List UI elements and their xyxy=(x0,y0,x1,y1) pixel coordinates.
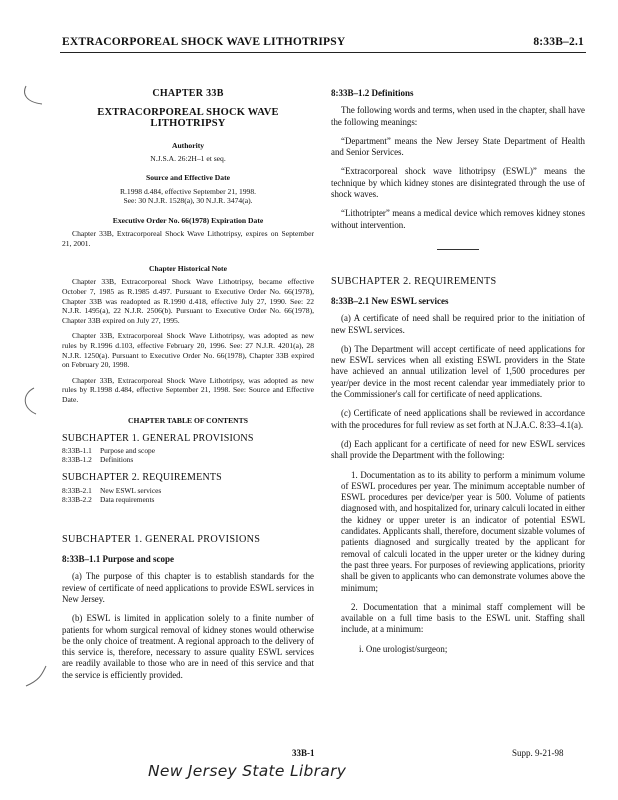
section-divider xyxy=(437,249,479,250)
historical-note-heading: Chapter Historical Note xyxy=(149,264,227,274)
section-2-1-d: (d) Each applicant for a certificate of need for new ESWL services shall provide the Department with the following: xyxy=(331,438,585,461)
toc-item: 8:33B-2.2 Data requirements xyxy=(62,494,155,504)
section-2-1-d-1: 1. Documentation as to its ability to perform a minimum volume of ESWL procedures per year. The minimum acceptable number of ESWL procedures per device/per year is 500. Volume of patients diagnosed with, and hospitalized for, urinary calculi located in either the kidney or upper ureter is an indicator of potential ESWL candidates. Applicants shall, therefore, document sizable volumes of patients diagnosed and surgically treated by the applicant for removal of calculi located in the upper ureter or the kidney during the past three years. For purposes of reviewing applications, priority shall be given to applicants who can demonstrate volumes above the minimum; xyxy=(341,469,585,593)
toc-item: 8:33B-2.1 New ESWL services xyxy=(62,485,162,495)
right-column xyxy=(331,88,585,655)
header-rule xyxy=(60,52,586,53)
historical-note-3: Chapter 33B, Extracorporeal Shock Wave Lithotripsy, was adopted as new rules by R.1998 d.484, effective September 21, 1998. See: Source and Effective Date. xyxy=(62,375,314,404)
supplement-date: Supp. 9-21-98 xyxy=(512,748,564,758)
source-line-1: R.1998 d.484, effective September 21, 1998. xyxy=(119,186,257,196)
toc-subchapter-2: SUBCHAPTER 2. REQUIREMENTS xyxy=(62,472,222,484)
page-number: 33B-1 xyxy=(292,748,315,758)
toc-item: 8:33B-1.1 Purpose and scope xyxy=(62,445,156,455)
source-line-2: See: 30 N.J.R. 1528(a), 30 N.J.R. 3474(a). xyxy=(123,196,253,206)
toc-subchapter-1: SUBCHAPTER 1. GENERAL PROVISIONS xyxy=(62,432,254,444)
section-2-1-b: (b) The Department will accept certificate of need applications for new ESWL services when all existing ESWL providers in the State have achieved an annual utilization level of 1,500 procedures per year/per device in the most recent calendar year immediately prior to the Commissioner's call for certificate of need applications. xyxy=(331,343,585,400)
definition-eswl: “Extracorporeal shock wave lithotripsy (ESWL)” means the technique by which kidney stones are disintegrated through the use of shock waves. xyxy=(331,166,585,199)
source-heading: Source and Effective Date xyxy=(145,173,230,183)
section-1-2-heading: 8:33B–1.2 Definitions xyxy=(331,88,414,98)
section-1-1-b: (b) ESWL is limited in application solely to a finite number of patients for whom surgical removal of kidney stones would otherwise be the only choice of treatment. A regional approach to the delivery of this service is, therefore, necessary to assure quality ESWL services are readily available to those who are in need of this service and that the service is efficiently provided. xyxy=(62,613,314,680)
definition-lithotripter: “Lithotripter” means a medical device which removes kidney stones without intervention. xyxy=(331,208,585,230)
section-1-1-a: (a) The purpose of this chapter is to establish standards for the review of certificate of need applications to provide ESWL services in New Jersey. xyxy=(62,571,314,604)
left-column xyxy=(62,88,314,689)
authority-heading: Authority xyxy=(171,140,205,150)
chapter-name: EXTRACORPOREAL SHOCK WAVE LITHOTRIPSY xyxy=(97,107,279,130)
authority-text: N.J.S.A. 26:2H–1 et seq. xyxy=(150,153,226,163)
section-2-1-d-2-i: i. One urologist/surgeon; xyxy=(359,643,448,654)
margin-mark-bottom xyxy=(22,664,50,690)
running-head-section: 8:33B–2.1 xyxy=(533,36,584,48)
running-head xyxy=(62,36,584,48)
margin-mark-top xyxy=(20,84,50,108)
toc-heading: CHAPTER TABLE OF CONTENTS xyxy=(128,415,248,425)
definition-department: “Department” means the New Jersey State Department of Health and Senior Services. xyxy=(331,135,585,158)
executive-order-text: Chapter 33B, Extracorporeal Shock Wave Lithotripsy, expires on September 21, 2001. xyxy=(62,229,314,248)
subchapter-1-title: SUBCHAPTER 1. GENERAL PROVISIONS xyxy=(62,533,261,545)
section-2-1-c: (c) Certificate of need applications shall be reviewed in accordance with the procedures for full review as set forth at N.J.A.C. 8:33–4.1(a). xyxy=(331,408,585,430)
historical-note-2: Chapter 33B, Extracorporeal Shock Wave Lithotripsy, was adopted as new rules by R.1996 d.103, effective February 20, 1996. See: 27 N.J.R. 4201(a), 28 N.J.R. 1250(a). Pursuant to Executive Order No. 66(1978), Chapter 33B expired on February 20, 1998. xyxy=(62,331,314,370)
toc-item: 8:33B-1.2 Definitions xyxy=(62,455,134,465)
section-2-1-d-2: 2. Documentation that a minimal staff complement will be available on a full time basis to the ESWL unit. Staffing shall include, at a minimum: xyxy=(341,601,585,635)
margin-mark-middle xyxy=(18,386,48,418)
chapter-number: CHAPTER 33B xyxy=(152,88,224,99)
historical-note-1: Chapter 33B, Extracorporeal Shock Wave Lithotripsy, became effective October 7, 1985 as R.1985 d.497. Pursuant to Executive Order No. 66(1978), Chapter 33B was readopted as R.1990 d.418, effective July 27, 1990. See: 22 N.J.R. 1495(a), 22 N.J.R. 2506(b). Pursuant to Executive Order No. 66(1978), Chapter 33B expired on July 27, 1995. xyxy=(62,277,314,325)
definitions-intro: The following words and terms, when used in the chapter, shall have the following meanings: xyxy=(331,105,585,127)
executive-order-heading: Executive Order No. 66(1978) Expiration Date xyxy=(112,215,264,225)
section-2-1-a: (a) A certificate of need shall be required prior to the initiation of new ESWL services. xyxy=(331,313,585,335)
section-1-1-heading: 8:33B–1.1 Purpose and scope xyxy=(62,554,175,565)
running-head-title: EXTRACORPOREAL SHOCK WAVE LITHOTRIPSY xyxy=(62,36,346,48)
subchapter-2-title: SUBCHAPTER 2. REQUIREMENTS xyxy=(331,275,497,287)
library-stamp: New Jersey State Library xyxy=(148,762,347,780)
section-2-1-heading: 8:33B–2.1 New ESWL services xyxy=(331,296,449,307)
